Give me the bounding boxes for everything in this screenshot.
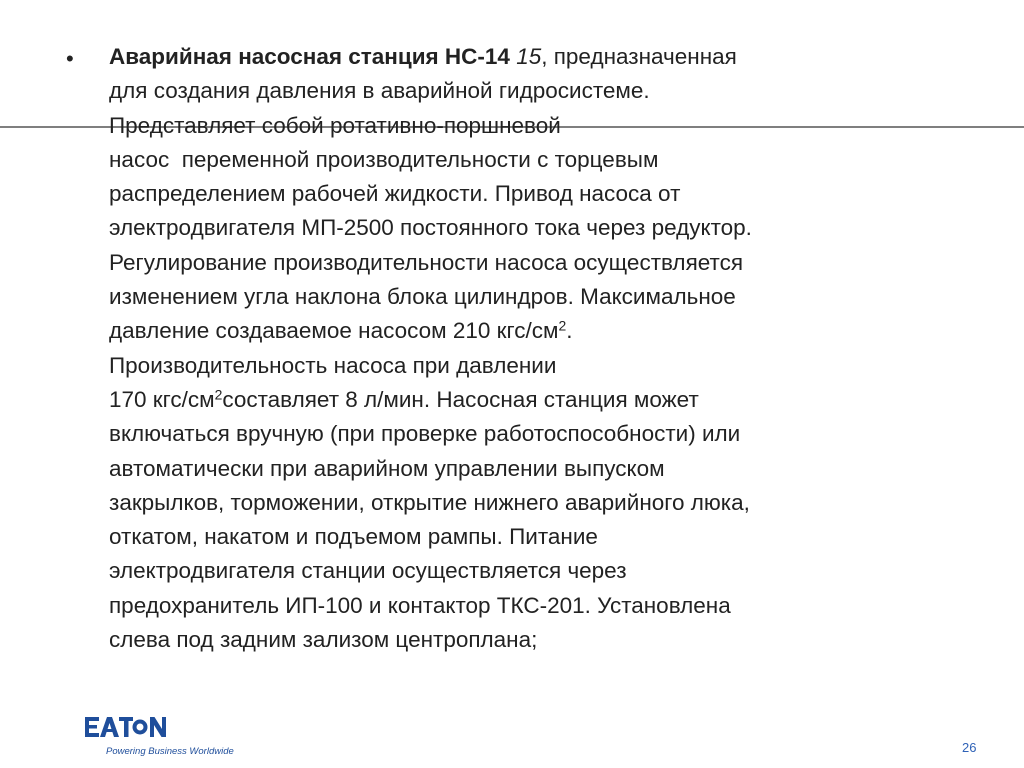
text-line-3: Представляет собой ротативно-поршневой: [109, 112, 561, 138]
text-line-1: Аварийная насосная станция НС-14 15, предназначенная: [109, 44, 737, 69]
text-line-8: изменением угла наклона блока цилиндров. Максимальное: [109, 284, 736, 310]
text-line-2: для создания давления в аварийной гидросистеме.: [109, 78, 650, 104]
text-line-13: автоматически при аварийном управлении выпуском: [109, 455, 665, 481]
body-paragraph: [109, 40, 989, 657]
text-line-16: электродвигателя станции осуществляется через: [109, 558, 627, 584]
text-line-14: закрылков, торможении, открытие нижнего аварийного люка,: [109, 489, 750, 515]
text-line-17: предохранитель ИП-100 и контактор ТКС-201. Установлена: [109, 592, 731, 618]
text-line-6: электродвигателя МП-2500 постоянного тока через редуктор.: [109, 215, 752, 241]
text-line-15: откатом, накатом и подъемом рампы. Питание: [109, 524, 598, 550]
text-line-7: Регулирование производительности насоса осуществляется: [109, 249, 743, 275]
text-line-4: насос переменной производительности с торцевым: [109, 146, 659, 172]
eaton-logo: [84, 713, 234, 763]
text-line-5: распределением рабочей жидкости. Привод насоса от: [109, 181, 681, 207]
page-number: 26: [962, 740, 977, 755]
text-line-9: давление создаваемое насосом 210 кгс/$см^2$.: [109, 317, 573, 344]
eaton-logo-mark: [84, 713, 180, 741]
text-line-11: 170 кгс/$см^2составляет$ 8 л/мин. Насосная станция может: [109, 386, 699, 412]
bullet-marker: •: [66, 46, 74, 71]
text-line-12: включаться вручную (при проверке работоспособности) или: [109, 421, 741, 447]
text-line-10: Производительность насоса при давлении: [109, 352, 557, 378]
logo-tagline: Powering Business Worldwide: [106, 746, 234, 757]
text-line-18: слева под задним зализом центроплана;: [109, 627, 538, 653]
